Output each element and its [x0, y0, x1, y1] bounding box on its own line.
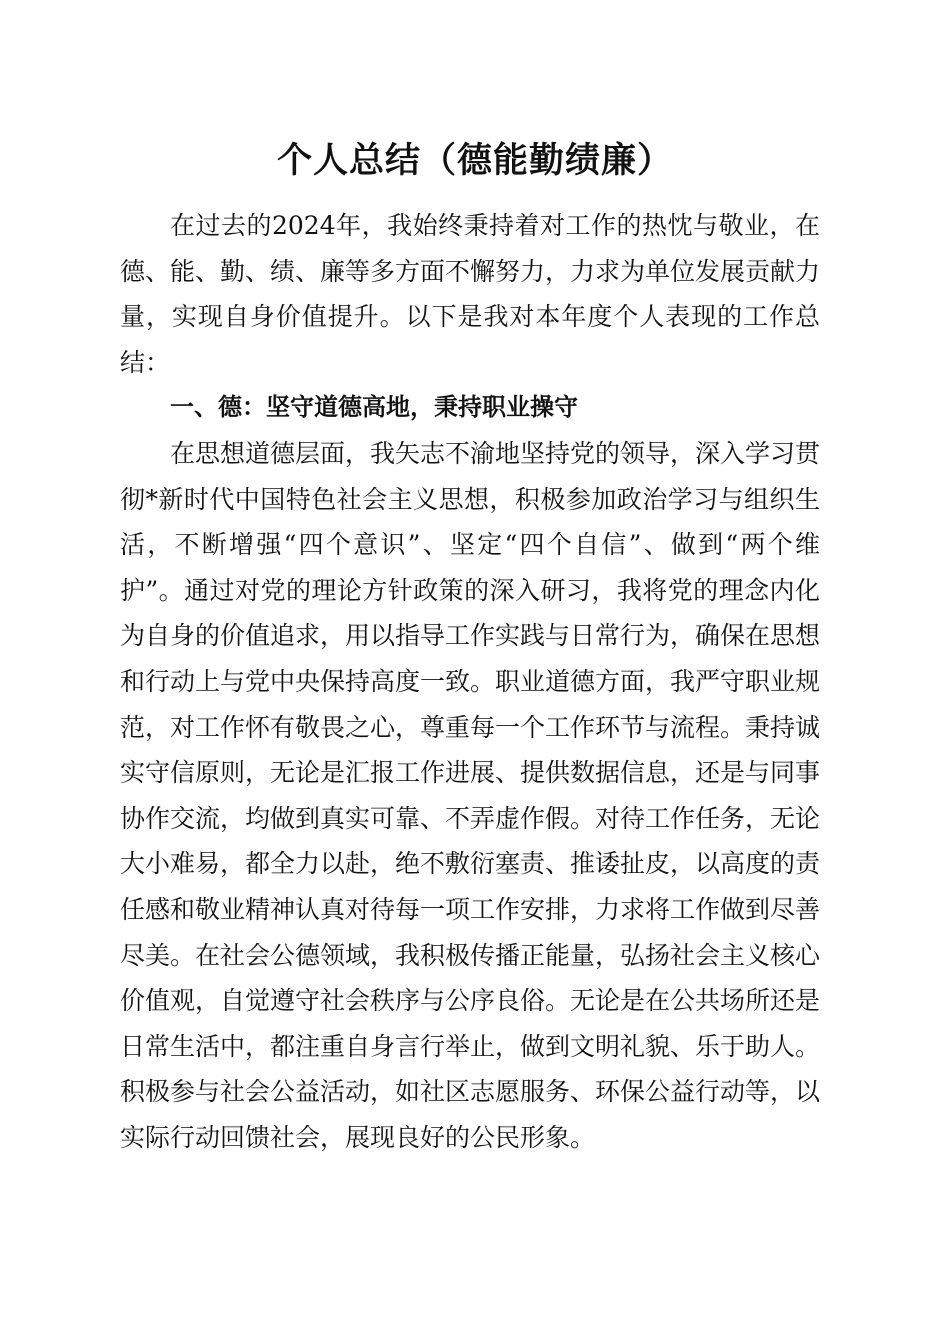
- document-title: 个人总结（德能勤绩廉）: [276, 140, 673, 181]
- section-paragraph-de: 在思想道德层面，我矢志不渝地坚持党的领导，深入学习贯彻*新时代中国特色社会主义思想，积极参加政治学习与组织生活，不断增强“四个意识”、坚定“四个自信”、做到“两个维护”。通过对党的理论方针政策的深入研习，我将党的理念内化为自身的价值追求，用以指导工作实践与日常行为，确保在思想和行动上与党中央保持高度一致。职业道德方面，我严守职业规范，对工作怀有敬畏之心，尊重每一个工作环节与流程。秉持诚实守信原则，无论是汇报工作进展、提供数据信息，还是与同事协作交流，均做到真实可靠、不弄虚作假。对待工作任务，无论大小难易，都全力以赴，绝不敷衍塞责、推诿扯皮，以高度的责任感和敬业精神认真对待每一项工作安排，力求将工作做到尽善尽美。在社会公德领域，我积极传播正能量，弘扬社会主义核心价值观，自觉遵守社会秩序与公序良俗。无论是在公共场所还是日常生活中，都注重自身言行举止，做到文明礼貌、乐于助人。积极参与社会公益活动，如社区志愿服务、环保公益行动等，以实际行动回馈社会，展现良好的公民形象。: [120, 438, 821, 1152]
- document-body: [120, 203, 820, 1160]
- intro-paragraph: 在过去的2024年，我始终秉持着对工作的热忱与敬业，在德、能、勤、绩、廉等多方面不懈努力，力求为单位发展贡献力量，实现自身价值提升。以下是我对本年度个人表现的工作总结：: [120, 211, 821, 377]
- section-heading-de: 一、德：坚守道德高地，秉持职业操守: [170, 393, 578, 422]
